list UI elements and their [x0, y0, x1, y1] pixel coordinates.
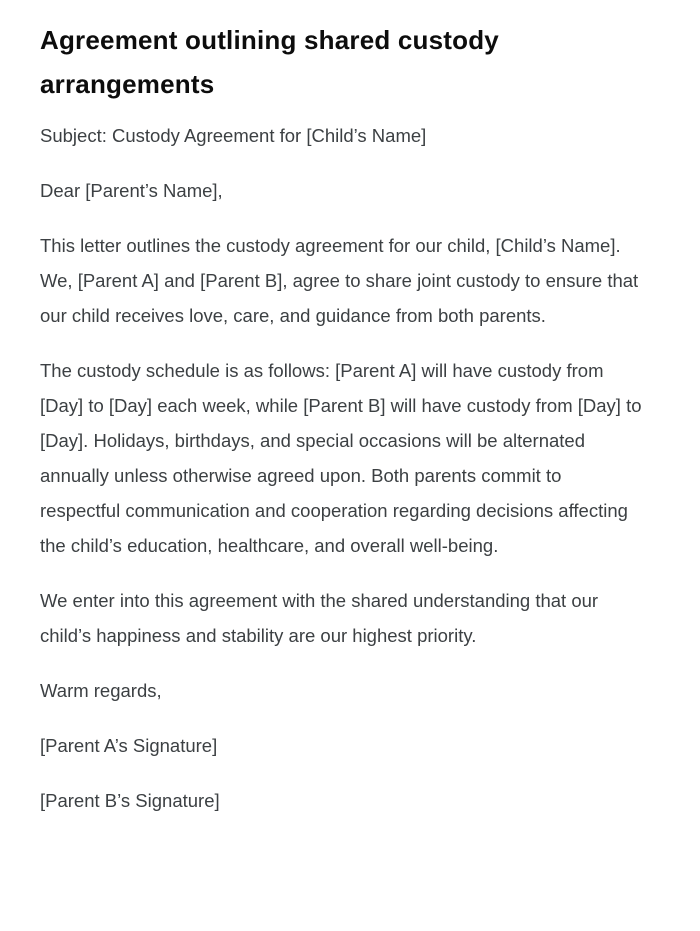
paragraph-signature-parent-a: [Parent A’s Signature] [40, 735, 218, 756]
paragraph-intro: This letter outlines the custody agreement for our child, [Child’s Name]. We, [Parent A] and [Parent B], agree to share joint custody to ensure that our child receives love, care, and guidance from both parents. [40, 235, 639, 326]
paragraph-custody-schedule: The custody schedule is as follows: [Parent A] will have custody from [Day] to [Day] each week, while [Parent B] will have custody from [Day] to [Day]. Holidays, birthdays, and special occasions will be alternated annually unless otherwise agreed upon. Both parents commit to respectful communication and cooperation regarding decisions affecting the child’s education, healthcare, and overall well-being. [40, 360, 642, 556]
paragraph-subject-line: Subject: Custody Agreement for [Child’s Name] [40, 125, 427, 146]
paragraph-signoff: Warm regards, [40, 680, 162, 701]
paragraph-signature-parent-b: [Parent B’s Signature] [40, 790, 220, 811]
paragraph-closing-statement: We enter into this agreement with the shared understanding that our child’s happiness and stability are our highest priority. [40, 590, 599, 646]
document-title: Agreement outlining shared custody arrangements [40, 25, 499, 99]
document-body [40, 18, 646, 818]
paragraph-salutation: Dear [Parent’s Name], [40, 180, 223, 201]
